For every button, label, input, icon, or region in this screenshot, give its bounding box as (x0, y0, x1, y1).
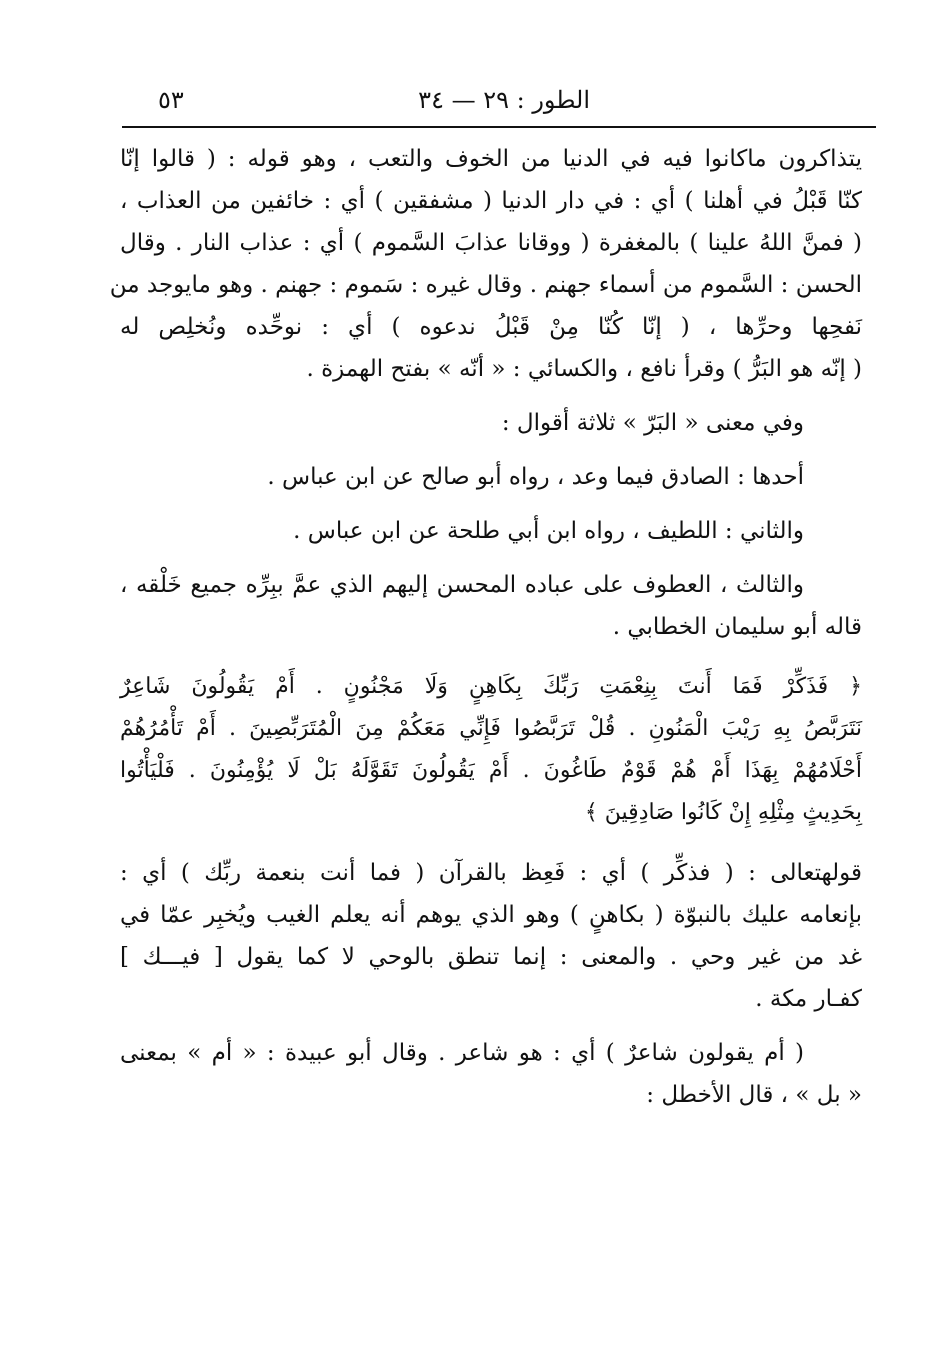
text-line: ( إنّه هو البَرُّ ) وقرأ نافع ، والكسائي : « أنّه » بفتح الهمزة . (306, 356, 862, 382)
text-line: يتذاكرون ماكانوا فيه في الدنيا من الخوف والتعب ، وهو قوله : ( قالوا إنّا (120, 146, 862, 172)
text-line: كنّا قَبْلُ في أهلنا ) أي : في دار الدنيا ( مشفقين ) أي : خائفين من العذاب ، (120, 188, 862, 214)
paragraph (120, 852, 862, 1020)
paragraph (109, 138, 862, 390)
spacer (120, 498, 862, 510)
running-title: الطور : ٢٩ — ٣٤ (418, 86, 590, 114)
page-number: ٥٣ (158, 86, 184, 114)
verse-line: أَحْلَامُهُمْ بِهَذَا أَمْ هُمْ قَوْمٌ طَاغُونَ . أَمْ يَقُولُونَ تَقَوَّلَهُ بَلْ لَا يُؤْمِنُونَ . فَلْيَأْتُوا (120, 758, 862, 783)
text-line: والثالث ، العطوف على عباده المحسن إليهم الذي عمَّ ببِرِّه جميع خَلْقه ، (120, 572, 804, 598)
quran-verse (120, 666, 862, 834)
text-line: والثاني : اللطيف ، رواه ابن أبي طلحة عن ابن عباس . (293, 518, 804, 544)
text-line: قولهتعالى : ( فذكِّر ) أي : فَعِظ بالقرآن ( فما أنت بنعمة ربِّك ) أي : (120, 860, 862, 886)
text-line: بإنعامه عليك بالنبوّة ( بكاهنٍ ) وهو الذي يوهم أنه يعلم الغيب ويُخبِر عمّا في (120, 902, 862, 928)
text-line: وفي معنى « البَرّ » ثلاثة أقوال : (501, 410, 804, 436)
page-header (120, 82, 880, 122)
header-rule (122, 126, 876, 128)
verse-line: بِحَدِيثٍ مِثْلِهِ إِنْ كَانُوا صَادِقِينَ ﴾ (584, 800, 862, 825)
spacer (120, 552, 862, 564)
text-line: قاله أبو سليمان الخطابي . (612, 614, 862, 640)
text-line: الحسن : السَّموم من أسماء جهنم . وقال غيره : سَموم : جهنم . وهو مايوجد من (109, 272, 862, 298)
spacer (120, 1020, 862, 1032)
text-line: ( أم يقولون شاعرٌ ) أي : هو شاعر . وقال أبو عبيدة : « أم » بمعنى (120, 1040, 804, 1066)
verse-line: ﴿ فَذَكِّرْ فَمَا أَنتَ بِنِعْمَتِ رَبِّكَ بِكَاهِنٍ وَلَا مَجْنُونٍ . أَمْ يَقُولُونَ شَاعِرٌ (120, 674, 862, 699)
paragraph (120, 1032, 862, 1116)
spacer (120, 390, 862, 402)
text-line: كفـار مكة . (755, 986, 862, 1012)
verse-line: نَتَرَبَّصُ بِهِ رَيْبَ الْمَنُونِ . قُلْ تَرَبَّصُوا فَإِنِّي مَعَكُمْ مِنَ الْمُتَرَبِّصِينَ . أَمْ تَأْمُرُهُمْ (120, 716, 862, 741)
text-line: غد من غير وحي . والمعنى : إنما تنطق بالوحي لا كما يقول [ فيـــك ] (120, 944, 862, 970)
text-line: « بل » ، قال الأخطل : (646, 1082, 862, 1108)
spacer (120, 834, 862, 852)
text-line: أحدها : الصادق فيما وعد ، رواه أبو صالح عن ابن عباس . (267, 464, 804, 490)
text-line: ( فمنَّ اللهُ علينا ) بالمغفرة ( ووقانا عذابَ السَّموم ) أي : عذاب النار . وقال (120, 230, 862, 256)
spacer (120, 648, 862, 666)
paragraph (120, 564, 862, 648)
text-line: نَفحِها وحرِّها ، ( إنّا كُنّا مِنْ قَبْلُ ندعوه ) أي : نوحِّده ونُخلِص له (120, 314, 862, 340)
spacer (120, 444, 862, 456)
body-text (109, 138, 862, 1116)
